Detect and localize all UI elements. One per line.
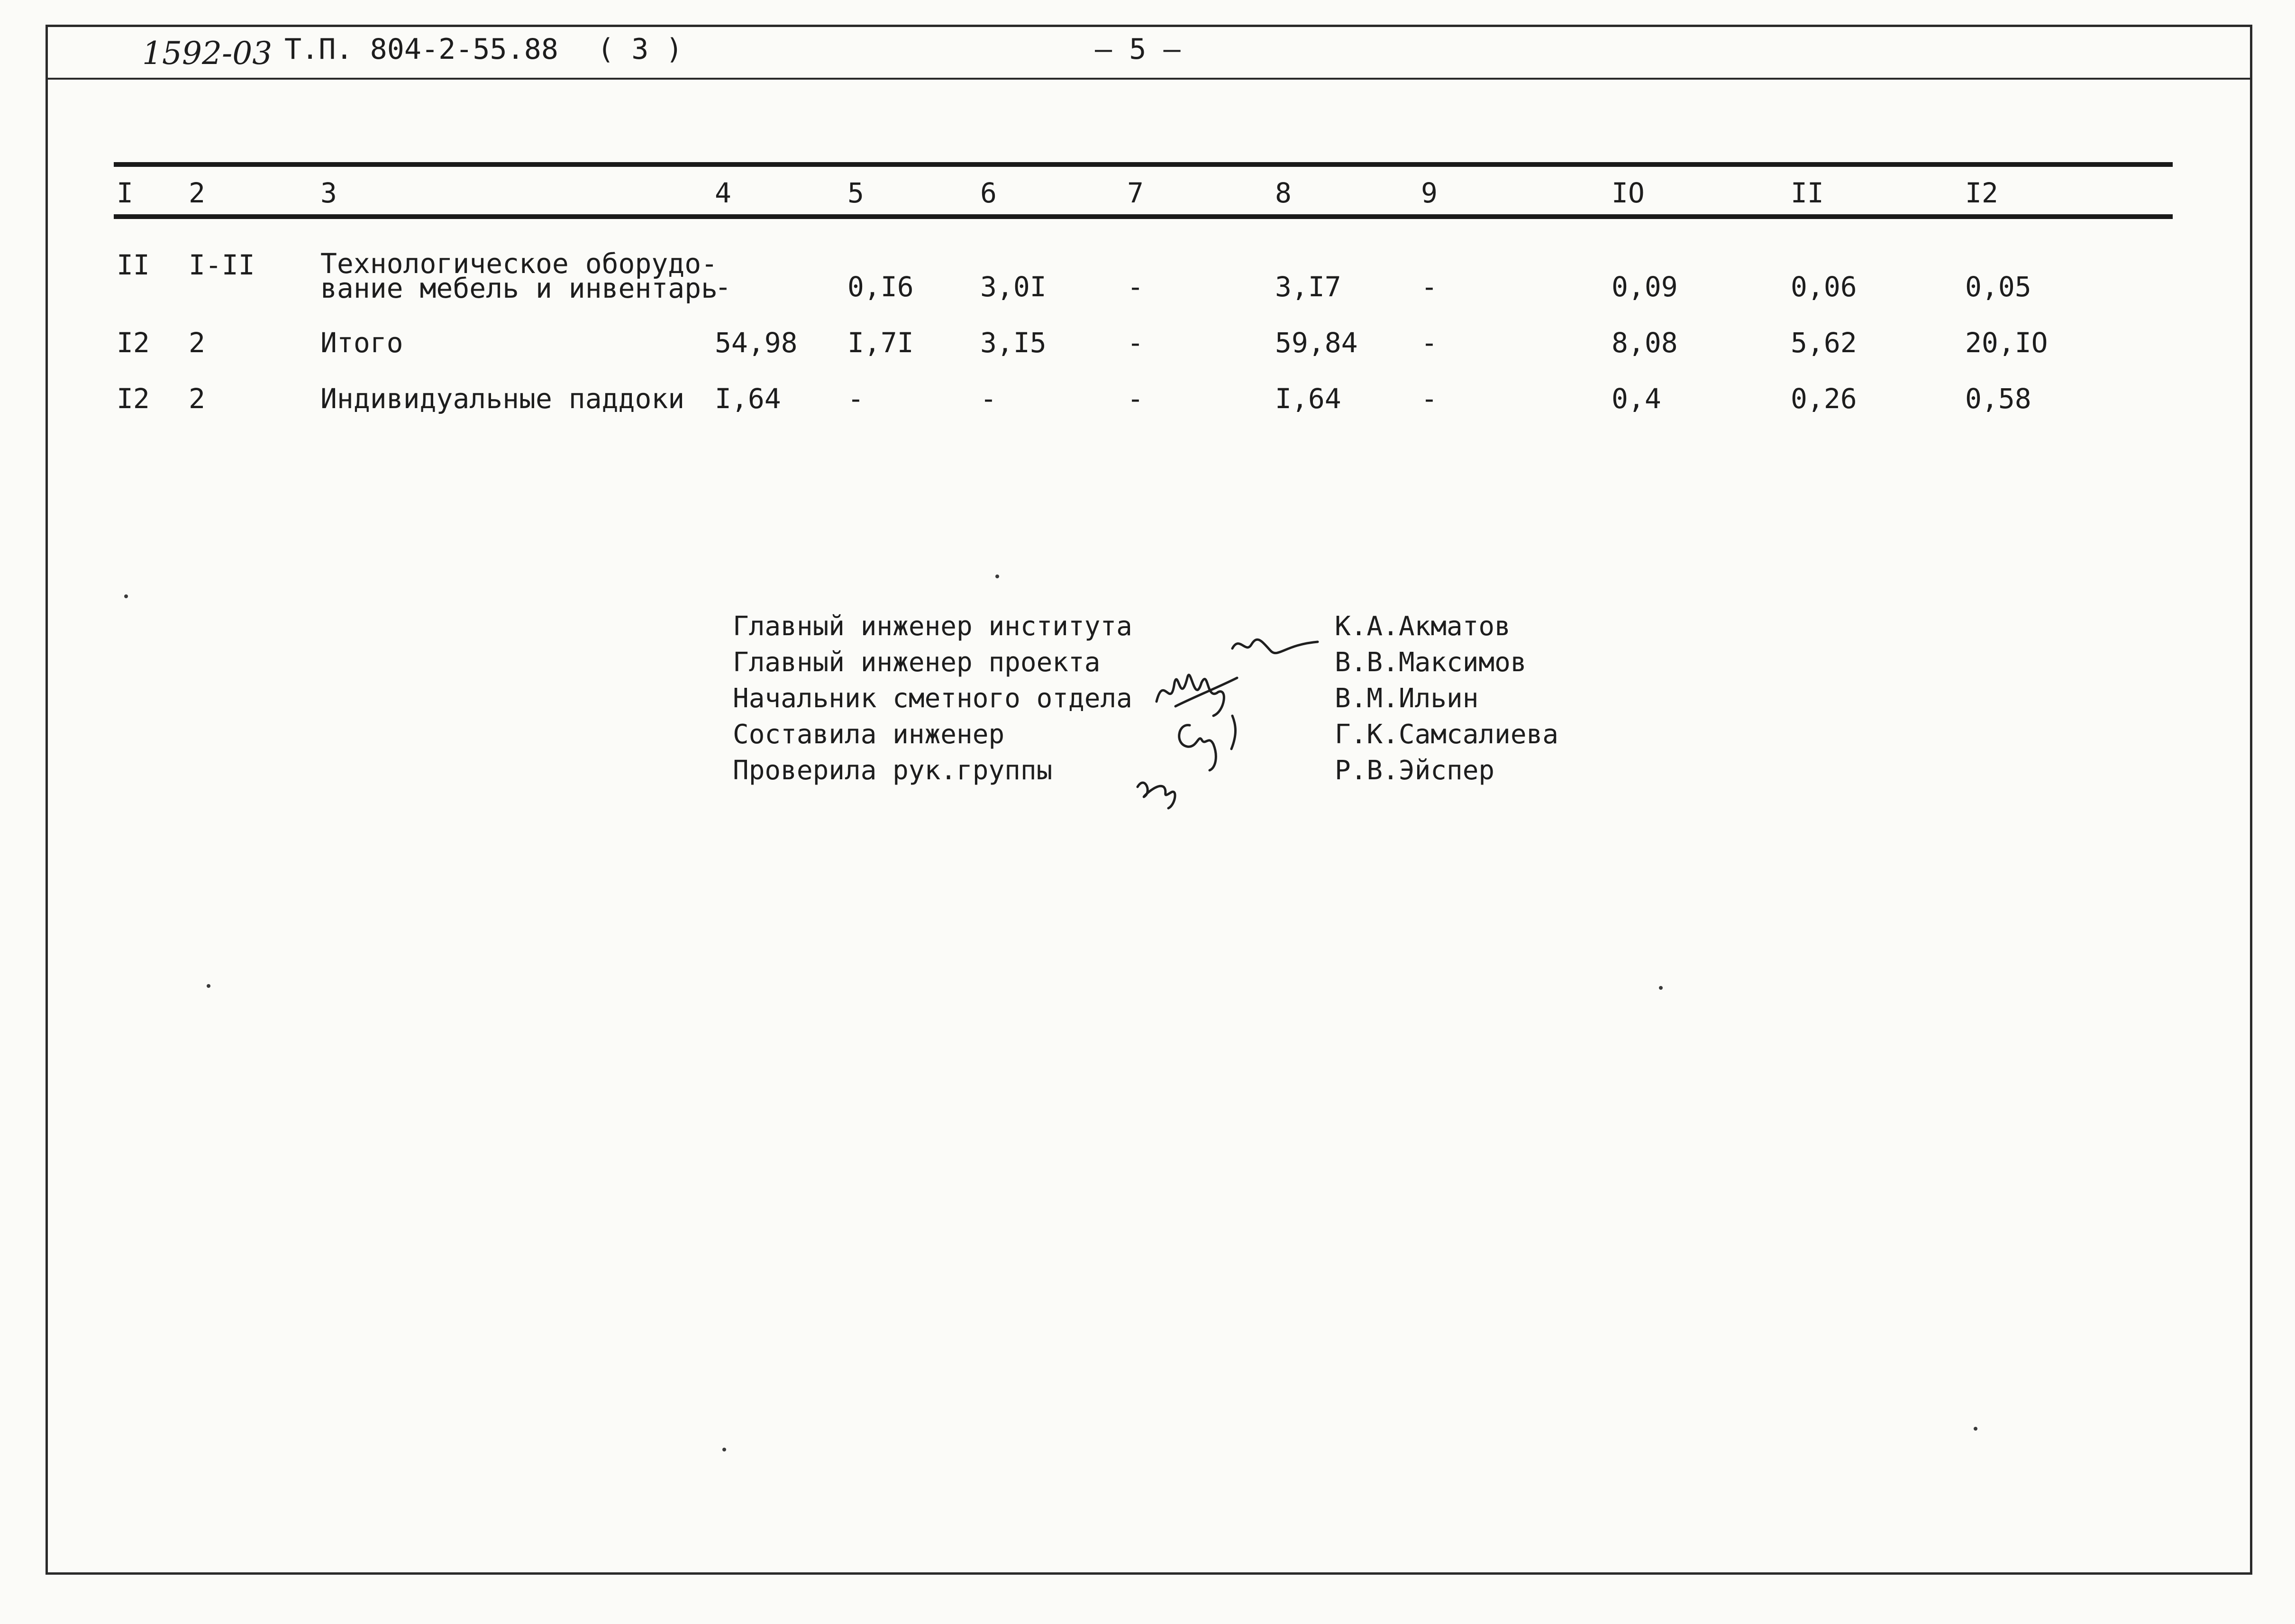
signer-name: В.М.Ильин bbox=[1335, 683, 1479, 714]
row-value-c10: 0,09 bbox=[1612, 271, 1678, 303]
row-value-c5: 0,I6 bbox=[847, 271, 914, 303]
row-value-c9: - bbox=[1421, 271, 1438, 303]
signer-title: Главный инженер института bbox=[733, 611, 1132, 642]
row-value-c11: 5,62 bbox=[1791, 327, 1857, 359]
scan-speck bbox=[124, 594, 128, 598]
row-value-c10: 0,4 bbox=[1612, 383, 1661, 415]
row-value-c10: 8,08 bbox=[1612, 327, 1678, 359]
row-number: I2 bbox=[117, 383, 150, 415]
row-value-c12: 20,IO bbox=[1965, 327, 2048, 359]
col-header-4: 4 bbox=[715, 177, 731, 209]
row-value-c6: 3,I5 bbox=[980, 327, 1047, 359]
row-value-c6: - bbox=[980, 383, 997, 415]
handwritten-signatures bbox=[1119, 626, 1318, 806]
col-header-1: I bbox=[117, 177, 133, 209]
col-header-9: 9 bbox=[1421, 177, 1438, 209]
row-value-c5: I,7I bbox=[847, 327, 914, 359]
row-description-line1: Технологическое оборудо- bbox=[320, 247, 718, 280]
row-value-c4: I,64 bbox=[715, 383, 781, 415]
signer-title: Проверила рук.группы bbox=[733, 755, 1053, 786]
row-value-c5: - bbox=[847, 383, 864, 415]
row-value-c7: - bbox=[1127, 327, 1144, 359]
col-header-11: II bbox=[1791, 177, 1824, 209]
row-value-c11: 0,06 bbox=[1791, 271, 1857, 303]
project-code: Т.П. 804-2-55.88 bbox=[284, 33, 558, 66]
row-ref: I-II bbox=[189, 249, 255, 281]
signer-title: Начальник сметного отдела bbox=[733, 683, 1132, 714]
row-value-c4: - bbox=[715, 271, 731, 303]
signer-name: В.В.Максимов bbox=[1335, 647, 1527, 678]
col-header-5: 5 bbox=[847, 177, 864, 209]
row-value-c7: - bbox=[1127, 383, 1144, 415]
signer-name: Г.К.Самсалиева bbox=[1335, 719, 1559, 750]
row-value-c8: I,64 bbox=[1275, 383, 1341, 415]
signer-name: К.А.Акматов bbox=[1335, 611, 1511, 642]
part-number: ( 3 ) bbox=[597, 33, 683, 66]
row-value-c8: 3,I7 bbox=[1275, 271, 1341, 303]
col-header-8: 8 bbox=[1275, 177, 1292, 209]
row-value-c6: 3,0I bbox=[980, 271, 1047, 303]
signer-title: Составила инженер bbox=[733, 719, 1005, 750]
header-divider bbox=[46, 78, 2252, 80]
row-description-line2: вание мебель и инвентарь bbox=[320, 272, 718, 304]
signer-title: Главный инженер проекта bbox=[733, 647, 1101, 678]
scan-speck bbox=[1659, 986, 1663, 990]
row-value-c7: - bbox=[1127, 271, 1144, 303]
col-header-6: 6 bbox=[980, 177, 997, 209]
page-number: — 5 — bbox=[1095, 33, 1181, 66]
row-value-c12: 0,58 bbox=[1965, 383, 2031, 415]
scan-speck bbox=[722, 1448, 726, 1451]
row-value-c4: 54,98 bbox=[715, 327, 798, 359]
scan-speck bbox=[995, 575, 999, 578]
col-header-2: 2 bbox=[189, 177, 205, 209]
row-value-c9: - bbox=[1421, 327, 1438, 359]
table-top-rule bbox=[114, 162, 2173, 167]
col-header-12: I2 bbox=[1965, 177, 1998, 209]
row-value-c12: 0,05 bbox=[1965, 271, 2031, 303]
row-number: I2 bbox=[117, 327, 150, 359]
row-ref: 2 bbox=[189, 327, 205, 359]
row-number: II bbox=[117, 249, 150, 281]
col-header-3: 3 bbox=[320, 177, 337, 209]
row-description: Итого bbox=[320, 327, 403, 359]
scan-speck bbox=[1974, 1427, 1977, 1431]
col-header-7: 7 bbox=[1127, 177, 1144, 209]
scan-speck bbox=[207, 984, 210, 988]
row-ref: 2 bbox=[189, 383, 205, 415]
row-value-c8: 59,84 bbox=[1275, 327, 1358, 359]
table-header-rule bbox=[114, 214, 2173, 219]
doc-number-handwritten: 1592-03 bbox=[142, 35, 273, 72]
row-value-c11: 0,26 bbox=[1791, 383, 1857, 415]
col-header-10: IO bbox=[1612, 177, 1645, 209]
row-description: Индивидуальные паддоки bbox=[320, 383, 685, 415]
signer-name: Р.В.Эйспер bbox=[1335, 755, 1495, 786]
row-value-c9: - bbox=[1421, 383, 1438, 415]
